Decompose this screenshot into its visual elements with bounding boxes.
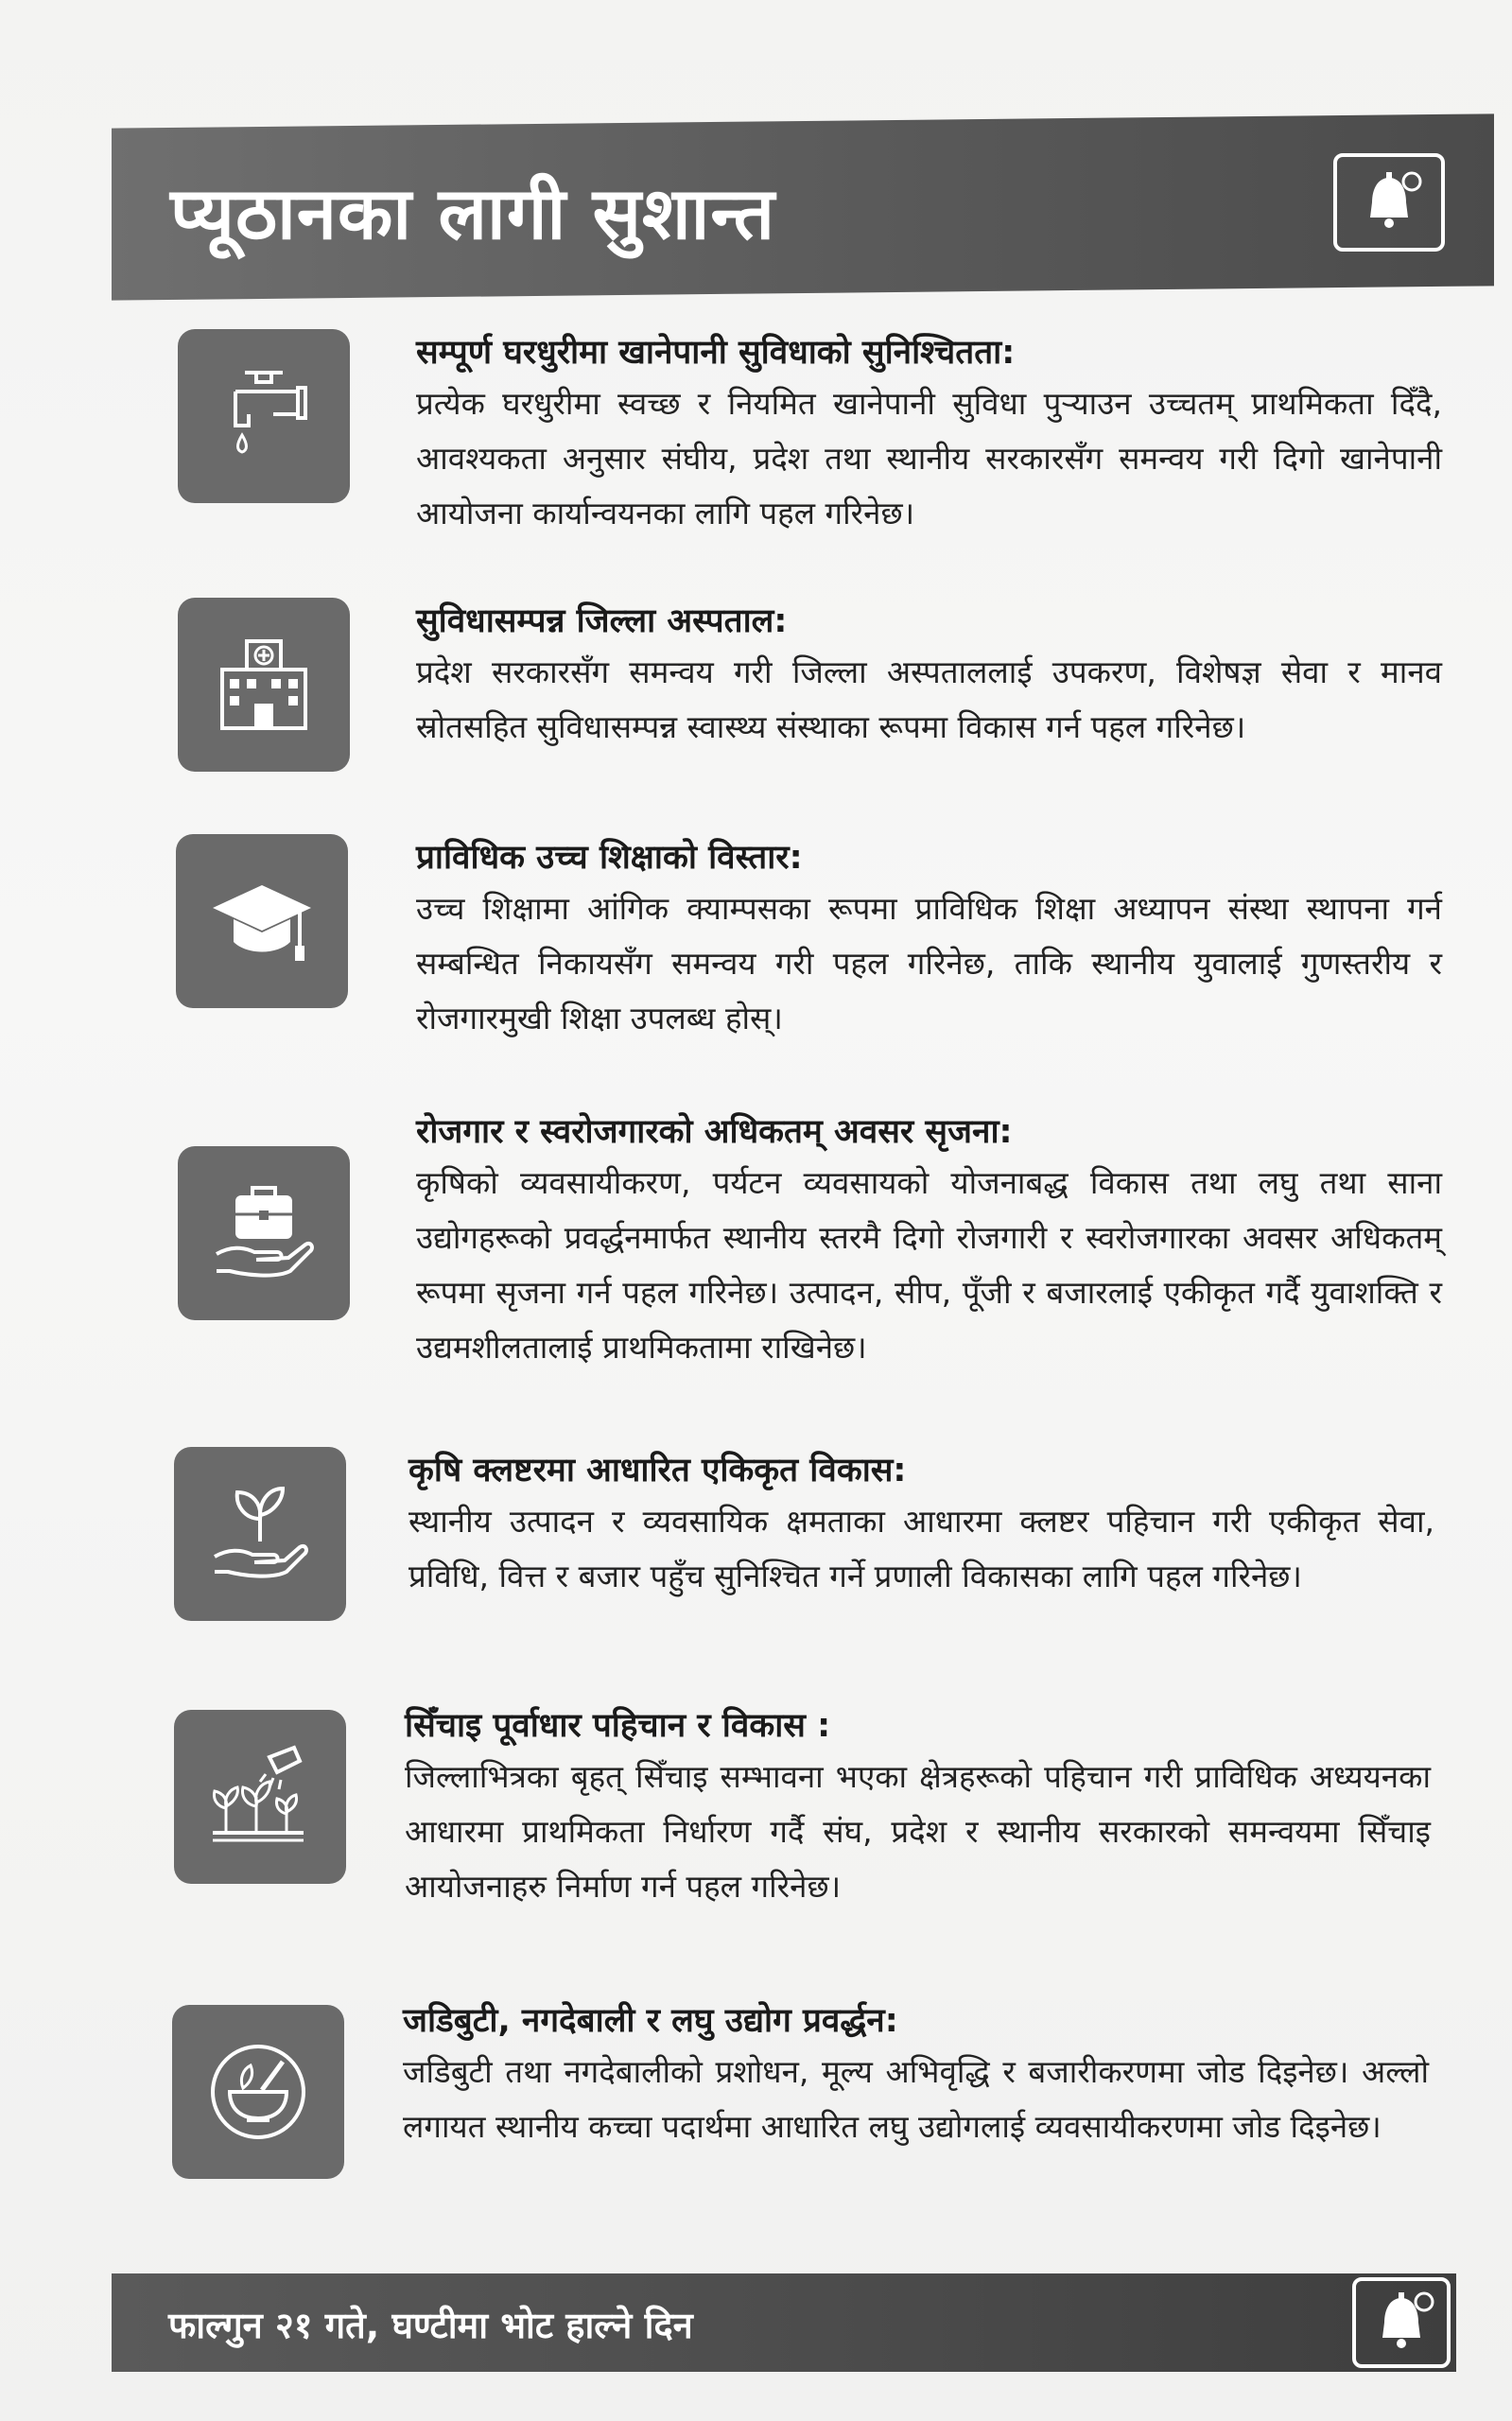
icon-tile	[178, 1146, 350, 1320]
item-body: प्रदेश सरकारसँग समन्वय गरी जिल्ला अस्पताललाई उपकरण, विशेषज्ञ सेवा र मानव स्रोतसहित सुविधासम्पन्न स्वास्थ्य संस्थाका रूपमा विकास गर्न पहल गरिनेछ।	[416, 653, 1442, 745]
item-title: सुविधासम्पन्न जिल्ला अस्पताल:	[416, 602, 788, 640]
item-title: प्राविधिक उच्च शिक्षाको विस्तार:	[416, 839, 803, 877]
header-logo	[1333, 153, 1445, 252]
item-title: सम्पूर्ण घरधुरीमा खानेपानी सुविधाको सुनिश्चितता:	[416, 334, 1016, 372]
agenda-item-education	[178, 834, 1454, 1036]
water-tap-icon	[207, 359, 321, 473]
graduation-cap-icon	[205, 864, 319, 978]
footer-text: फाल्गुन २१ गते, घण्टीमा भोट हाल्ने दिन	[168, 2305, 693, 2346]
item-title: रोजगार र स्वरोजगारको अधिकतम् अवसर सृजना:	[416, 1113, 1013, 1151]
item-body: उच्च शिक्षामा आंगिक क्याम्पसका रूपमा प्राविधिक शिक्षा अध्यापन संस्था स्थापना गर्न सम्बन्धित निकायसँग समन्वय गरी पहल गरिनेछ, ताकि स्थानीय युवालाई गुणस्तरीय र रोजगारमुखी शिक्षा उपलब्ध होस्।	[416, 890, 1442, 1036]
bell-icon	[1351, 165, 1427, 240]
item-body: कृषिको व्यवसायीकरण, पर्यटन व्यवसायको योजनाबद्ध विकास तथा लघु तथा साना उद्योगहरूको प्रवर्द्धनमार्फत स्थानीय स्तरमै दिगो रोजगारी र स्वरोजगारका अवसर अधिकतम् रूपमा सृजना गर्न पहल गरिनेछ। उत्पादन, सीप, पूँजी र बजारलाई एकीकृत गर्दै युवाशक्ति र उद्यमशीलतालाई प्राथमिकतामा राखिनेछ।	[416, 1164, 1442, 1366]
item-title: जडिबुटी, नगदेबाली र लघु उद्योग प्रवर्द्धन:	[403, 2002, 898, 2040]
plant-hand-icon	[203, 1477, 317, 1591]
icon-tile	[174, 1447, 346, 1621]
agenda-item-employment	[178, 1108, 1454, 1366]
icon-tile	[178, 329, 350, 503]
agenda-item-water	[178, 329, 1454, 531]
agenda-item-agriculture	[178, 1447, 1454, 1636]
item-title: कृषि क्लष्टरमा आधारित एकिकृत विकास:	[408, 1452, 907, 1489]
item-body: जडिबुटी तथा नगदेबालीको प्रशोधन, मूल्य अभिवृद्धि र बजारीकरणमा जोड दिइनेछ। अल्लो लगायत स्थानीय कच्चा पदार्थमा आधारित लघु उद्योगलाई व्यवसायीकरणमा जोड दिइनेछ।	[403, 2053, 1429, 2145]
icon-tile	[174, 1710, 346, 1884]
icon-tile	[178, 598, 350, 772]
briefcase-hand-icon	[207, 1176, 321, 1290]
page-title: प्यूठानका लागी सुशान्त	[170, 171, 776, 255]
irrigation-icon	[203, 1740, 317, 1854]
hospital-icon	[207, 628, 321, 741]
icon-tile	[176, 834, 348, 1008]
item-body: जिल्लाभित्रका बृहत् सिँचाइ सम्भावना भएका क्षेत्रहरूको पहिचान गरी प्राविधिक अध्ययनका आधारमा प्राथमिकता निर्धारण गर्दै संघ, प्रदेश र स्थानीय सरकारको समन्वयमा सिँचाइ आयोजनाहरु निर्माण गर्न पहल गरिनेछ।	[405, 1758, 1431, 1905]
bell-icon	[1364, 2285, 1439, 2360]
agenda-item-hospital	[178, 598, 1454, 787]
item-title: सिँचाइ पूर्वाधार पहिचान र विकास :	[405, 1707, 831, 1745]
icon-tile	[172, 2005, 344, 2179]
agenda-item-irrigation	[178, 1702, 1454, 1905]
item-body: स्थानीय उत्पादन र व्यवसायिक क्षमताका आधारमा क्लष्टर पहिचान गरी एकीकृत सेवा, प्रविधि, वित्त र बजार पहुँच सुनिश्चित गर्ने प्रणाली विकासका लागि पहल गरिनेछ।	[408, 1503, 1434, 1594]
agenda-item-herbs	[178, 1997, 1454, 2205]
herb-mortar-icon	[201, 2035, 315, 2149]
item-body: प्रत्येक घरधुरीमा स्वच्छ र नियमित खानेपानी सुविधा पुर्‍याउन उच्चतम् प्राथमिकता दिँदै, आवश्यकता अनुसार संघीय, प्रदेश तथा स्थानीय सरकारसँग समन्वय गरी दिगो खानेपानी आयोजना कार्यान्वयनका लागि पहल गरिनेछ।	[416, 385, 1442, 531]
footer-logo	[1352, 2277, 1451, 2368]
